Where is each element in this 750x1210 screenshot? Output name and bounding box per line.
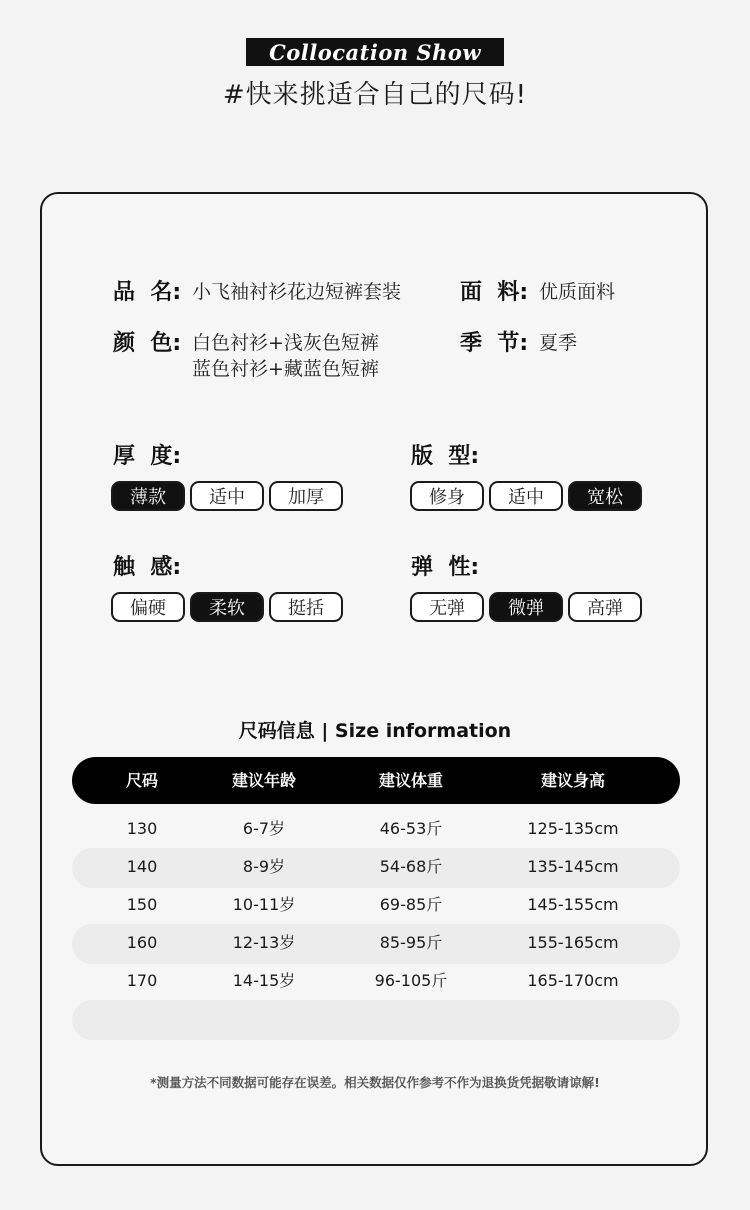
season-value: 夏季 — [539, 332, 578, 354]
thickness-option-medium: 适中 — [190, 481, 264, 511]
row3-weight: 69-85斤 — [379, 895, 443, 914]
header-age: 建议年龄 — [231, 771, 296, 790]
thickness-title: 厚 度: — [113, 444, 182, 469]
size-table-title: 尺码信息 | Size information — [238, 720, 512, 742]
season-label: 季 节: — [460, 331, 529, 356]
fit-option-slim: 修身 — [410, 481, 484, 511]
stretch-option-none: 无弹 — [410, 592, 484, 622]
thickness-option-thin: 薄款 — [111, 481, 185, 511]
table-row-band — [72, 1000, 680, 1040]
fit-option-regular: 适中 — [489, 481, 563, 511]
color-value-1: 白色衬衫+浅灰色短裤 — [192, 332, 379, 354]
row2-size: 140 — [126, 857, 158, 876]
row3-size: 150 — [126, 895, 158, 914]
row1-age: 6-7岁 — [242, 819, 286, 838]
collocation-show-banner: Collocation Show — [246, 38, 504, 66]
row1-weight: 46-53斤 — [379, 819, 443, 838]
feel-option-soft: 柔软 — [190, 592, 264, 622]
size-table-header — [72, 757, 680, 804]
fit-title: 版 型: — [411, 444, 480, 469]
row4-weight: 85-95斤 — [379, 933, 443, 952]
row5-size: 170 — [126, 971, 158, 990]
header-height: 建议身高 — [540, 771, 605, 790]
header-weight: 建议体重 — [378, 771, 443, 790]
fabric-label: 面 料: — [460, 280, 529, 305]
thickness-option-thick: 加厚 — [269, 481, 343, 511]
row2-age: 8-9岁 — [242, 857, 286, 876]
row4-height: 155-165cm — [527, 933, 619, 952]
row4-age: 12-13岁 — [232, 933, 296, 952]
stretch-option-slight: 微弹 — [489, 592, 563, 622]
row3-age: 10-11岁 — [232, 895, 296, 914]
feel-option-stiff: 偏硬 — [111, 592, 185, 622]
fabric-value: 优质面料 — [539, 281, 616, 303]
page-subtitle: #快来挑适合自己的尺码! — [222, 80, 528, 110]
stretch-title: 弹 性: — [411, 555, 480, 580]
row5-height: 165-170cm — [527, 971, 619, 990]
stretch-option-high: 高弹 — [568, 592, 642, 622]
row1-size: 130 — [126, 819, 158, 838]
feel-option-crisp: 挺括 — [269, 592, 343, 622]
feel-title: 触 感: — [113, 555, 182, 580]
header-size: 尺码 — [125, 771, 158, 790]
row1-height: 125-135cm — [527, 819, 619, 838]
color-label: 颜 色: — [113, 331, 182, 356]
row3-height: 145-155cm — [527, 895, 619, 914]
row2-height: 135-145cm — [527, 857, 619, 876]
name-value: 小飞袖衬衫花边短裤套装 — [192, 281, 402, 303]
name-label: 品 名: — [113, 280, 182, 305]
fit-option-loose: 宽松 — [568, 481, 642, 511]
color-value-2: 蓝色衬衫+藏蓝色短裤 — [192, 358, 379, 380]
row5-age: 14-15岁 — [232, 971, 296, 990]
row5-weight: 96-105斤 — [374, 971, 448, 990]
measurement-disclaimer: *测量方法不同数据可能存在误差。相关数据仅作参考不作为退换货凭据敬请谅解! — [150, 1075, 600, 1090]
row2-weight: 54-68斤 — [379, 857, 443, 876]
row4-size: 160 — [126, 933, 158, 952]
